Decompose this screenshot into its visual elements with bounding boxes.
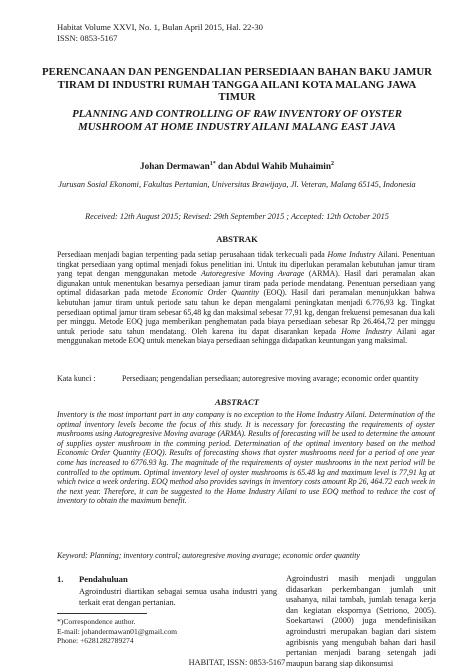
journal-volume-line: Habitat Volume XXVI, No. 1, Bulan April 2015, Hal. 22-30 (57, 22, 263, 32)
abstrak-body (57, 250, 435, 346)
authors (40, 161, 434, 171)
abstrak-text: Ailani agar menggunakan metode EOQ untuk menekan biaya persediaan sehingga didapatkan keuntungan yang maksimal. (57, 326, 435, 346)
footnote-phone: Phone: +6281282789274 (57, 636, 134, 646)
section-heading (57, 574, 128, 584)
affiliation: Jurusan Sosial Ekonomi, Fakultas Pertanian, Universitas Brawijaya, Jl. Veteran, Malang 65145, Indonesia (58, 180, 416, 189)
kata-kunci-label: Kata kunci : (57, 374, 96, 383)
abstrak-text: (ARMA). Hasil dari peramalan akan digunakan untuk menentukan besarnya persediaan jamur tiram pada periode mendatang. Penentuan persediaan yang optimal didasarkan pada metode (57, 269, 435, 298)
author-connector: dan Abdul Wahib Muhaimin (215, 161, 331, 172)
title-indonesian: PERENCANAAN DAN PENGENDALIAN PERSEDIAAN BAHAN BAKU JAMUR TIRAM DI INDUSTRI RUMAH TANGGA AILANI KOTA MALANG JAWA TIMUR (42, 66, 432, 104)
abstrak-text: Persediaan menjadi bagian terpenting pada setiap perusahaan tidak terkecuali pada (57, 250, 328, 259)
abstrak-emphasis: Home Industry (341, 326, 392, 336)
section-title: Pendahuluan (79, 574, 128, 584)
right-column-text: Agroindustri masih menjadi unggulan didasarkan perkembangan jumlah unit usahanya, nilai tambah, jumlah tenaga kerja dan kegiatan ekspornya (Setriono, 2005). Soekartawi (2000) juga mendefinisikan agroindustri merupakan bagian dari sistem agribisnis yang mengubah bahan dari hasil pertanian menjadi barang setengah jadi maupun barang siap dikonsumsi (286, 574, 436, 668)
article-dates: Received: 12th August 2015; Revised: 29th September 2015 ; Accepted: 12th October 2015 (85, 212, 389, 221)
kata-kunci-value: Persediaan; pengendalian persediaan; autoregresive moving avarage; economic order quantity (122, 374, 419, 383)
abstrak-emphasis: Economic Order Quantity (171, 288, 259, 298)
abstract-keywords: Keyword: Planning; inventory control; autoregresive moving avarage; economic order quantity (57, 551, 360, 560)
footnote-email: E-mail: johandermawan01@gmail.com (57, 626, 178, 636)
author-2-sup: 2 (330, 161, 334, 167)
abstrak-emphasis: Autoregresive Moving Avarage (201, 269, 305, 279)
abstrak-text: (EOQ). Hasil dari peramalan menunjukkan bahwa kebutuhan jamur tiram untuk periode satu tahun ke depan mengalami peningkatan menjadi 6.776,93 kg. Tingkat persediaan optimal jamur tiram sebesar 65,48 kg dan maksimal sebesar 77,91 kg, dengan frekuensi pemesanan dua kali per minggu. Metode EOQ juga memberikan penghematan pada biaya persediaan sebesar Rp 26.464,72 per minggu untuk periode satu tahun mendatang. Oleh karena itu dapat disarankan kepada (57, 288, 436, 336)
abstrak-heading: ABSTRAK (216, 234, 258, 244)
author-1: Johan Dermawan (140, 161, 210, 172)
footnote (57, 617, 177, 646)
footnote-correspondence: *)Correspondence author. (57, 617, 136, 626)
abstract-heading: ABSTRACT (215, 397, 259, 407)
page-footer: HABITAT, ISSN: 0853-5167 (188, 658, 286, 667)
abstract-body: Inventory is the most important part in any company is no exception to the Home Industry Ailani. Determination of the optimal inventory levels become the focus of this study. It is necessary for forecasting the requirements of oyster mushrooms using Autogregresive Moving avarage (ARMA). Results of forecasting will be used to determine the amount of supplies oyster mushroom in the comming period. Determination of the optimal inventory based on the method Economic Order Quantity (EOQ). Results of forecasting shows that oyster mushrooms need for a period of one year come has increased to 6776.93 kg. The magnitude of the requirements of oyster mushrooms in the next period will be controlled to the optimum. Optimal inventory level of oyster mushrooms is 65.48 kg and maximum level is 77,91 kg at which twice a week ordering. EOQ method also provides savings in inventory costs amount Rp 26, 464.72 each week in the next year. Therefore, it can be suggested to the Home Industry Ailani to use EOQ method to reduce the cost of inventory to obtain the maximum benefit. (57, 410, 435, 506)
footnote-rule (57, 613, 147, 614)
abstrak-text: Ailani. Penentuan tingkat persediaan yang optimal menjadi fokus penelitian ini. Untuk itu diperlukan peramalan kebutuhan jamur tiram yang tepat dengan menggunakan metode (57, 250, 435, 279)
title-english: PLANNING AND CONTROLLING OF RAW INVENTORY OF OYSTER MUSHROOM AT HOME INDUSTRY AILANI MALANG EAST JAVA (72, 108, 402, 133)
left-column-text: Agroindustri diartikan sebagai semua usaha industri yang terkait erat dengan pertanian. (79, 587, 277, 607)
journal-issn-line: ISSN: 0853-5167 (57, 33, 118, 43)
section-number: 1. (57, 574, 64, 584)
abstrak-emphasis: Home Industry (327, 250, 376, 259)
journal-header (57, 22, 263, 44)
kata-kunci (57, 374, 419, 384)
author-1-sup: 1* (209, 161, 216, 167)
